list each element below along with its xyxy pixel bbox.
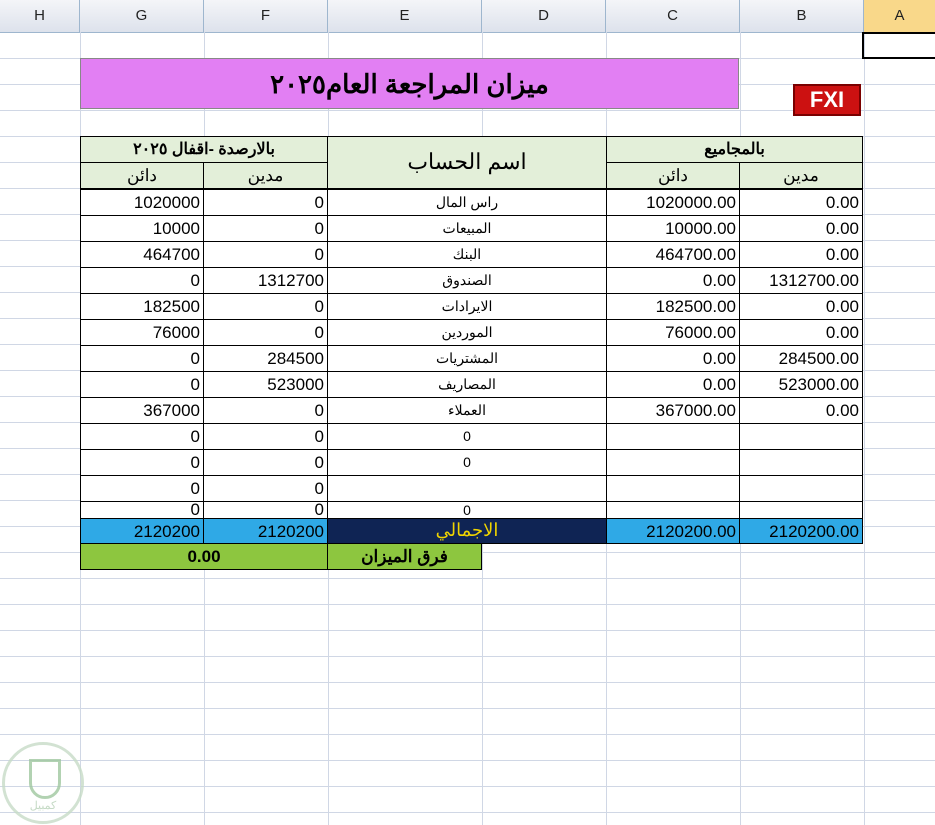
cell-totals-debit[interactable]: 0.00 (739, 215, 863, 242)
cell-balances-credit[interactable]: 1020000 (80, 189, 204, 216)
cell-balances-debit[interactable]: 0 (203, 449, 328, 476)
header-totals-debit: مدين (739, 162, 863, 189)
cell-totals-credit[interactable] (606, 423, 740, 450)
cell-balances-credit[interactable]: 0 (80, 475, 204, 502)
watermark-text: كمبيل (29, 800, 57, 812)
cell-balances-debit[interactable]: 0 (203, 501, 328, 519)
row-gridline (0, 734, 935, 735)
column-header-c[interactable]: C (606, 0, 740, 32)
total-label[interactable]: الاجمالي (327, 518, 607, 544)
total-totals-credit[interactable]: 2120200.00 (606, 518, 740, 544)
cell-account-name[interactable]: المشتريات (327, 345, 607, 372)
cell-account-name[interactable]: 0 (327, 423, 607, 450)
cell-totals-credit[interactable] (606, 449, 740, 476)
cell-account-name[interactable]: 0 (327, 501, 607, 519)
cell-balances-credit[interactable]: 0 (80, 449, 204, 476)
cell-account-name[interactable]: راس المال (327, 189, 607, 216)
cell-balances-debit[interactable]: 0 (203, 397, 328, 424)
cell-totals-debit[interactable] (739, 423, 863, 450)
cell-totals-credit[interactable]: 76000.00 (606, 319, 740, 346)
header-balances-debit: مدين (203, 162, 328, 189)
header-account-name: اسم الحساب (327, 136, 607, 189)
total-totals-debit[interactable]: 2120200.00 (739, 518, 863, 544)
cell-balances-credit[interactable]: 76000 (80, 319, 204, 346)
cell-balances-credit[interactable]: 0 (80, 345, 204, 372)
fxi-logo: FXI (793, 84, 861, 116)
cell-balances-credit[interactable]: 0 (80, 501, 204, 519)
column-header-f[interactable]: F (204, 0, 328, 32)
cell-account-name[interactable]: الموردين (327, 319, 607, 346)
total-balances-credit[interactable]: 2120200 (80, 518, 204, 544)
cell-balances-debit[interactable]: 0 (203, 241, 328, 268)
cell-balances-debit[interactable]: 0 (203, 319, 328, 346)
header-totals-group: بالمجاميع (606, 136, 863, 163)
leaf-shield-icon (29, 759, 61, 799)
cell-account-name[interactable]: العملاء (327, 397, 607, 424)
cell-balances-debit[interactable]: 0 (203, 475, 328, 502)
cell-totals-debit[interactable]: 0.00 (739, 241, 863, 268)
cell-totals-debit[interactable]: 0.00 (739, 293, 863, 320)
cell-totals-credit[interactable]: 0.00 (606, 371, 740, 398)
column-gridline (864, 32, 865, 825)
cell-totals-credit[interactable]: 464700.00 (606, 241, 740, 268)
cell-account-name[interactable] (327, 475, 607, 502)
cell-balances-credit[interactable]: 367000 (80, 397, 204, 424)
column-header-d[interactable]: D (482, 0, 606, 32)
cell-totals-debit[interactable]: 0.00 (739, 319, 863, 346)
cell-balances-credit[interactable]: 0 (80, 371, 204, 398)
row-gridline (0, 682, 935, 683)
column-header-e[interactable]: E (328, 0, 482, 32)
row-gridline (0, 604, 935, 605)
column-header-g[interactable]: G (80, 0, 204, 32)
cell-balances-debit[interactable]: 0 (203, 189, 328, 216)
cell-account-name[interactable]: المبيعات (327, 215, 607, 242)
header-balances-group: بالارصدة -اقفال ٢٠٢٥ (80, 136, 328, 163)
column-header-bar (0, 0, 935, 33)
cell-balances-credit[interactable]: 464700 (80, 241, 204, 268)
cell-totals-credit[interactable]: 0.00 (606, 345, 740, 372)
cell-totals-credit[interactable] (606, 501, 740, 519)
row-gridline (0, 708, 935, 709)
row-gridline (0, 656, 935, 657)
header-totals-credit: دائن (606, 162, 740, 189)
balance-difference-value[interactable]: 0.00 (80, 543, 328, 570)
cell-totals-credit[interactable] (606, 475, 740, 502)
cell-totals-debit[interactable]: 0.00 (739, 189, 863, 216)
sheet-title: ميزان المراجعة العام٢٠٢٥ (80, 58, 739, 109)
cell-totals-debit[interactable]: 523000.00 (739, 371, 863, 398)
cell-totals-credit[interactable]: 10000.00 (606, 215, 740, 242)
column-header-h[interactable]: H (0, 0, 80, 32)
cell-balances-debit[interactable]: 0 (203, 423, 328, 450)
cell-totals-debit[interactable]: 1312700.00 (739, 267, 863, 294)
selected-cell-a1[interactable] (862, 32, 935, 59)
cell-balances-credit[interactable]: 0 (80, 423, 204, 450)
cell-account-name[interactable]: المصاريف (327, 371, 607, 398)
cell-balances-debit[interactable]: 0 (203, 293, 328, 320)
cell-balances-debit[interactable]: 0 (203, 215, 328, 242)
cell-balances-debit[interactable]: 523000 (203, 371, 328, 398)
row-gridline (0, 786, 935, 787)
cell-totals-credit[interactable]: 1020000.00 (606, 189, 740, 216)
row-gridline (0, 812, 935, 813)
row-gridline (0, 630, 935, 631)
cell-balances-credit[interactable]: 182500 (80, 293, 204, 320)
cell-totals-debit[interactable] (739, 475, 863, 502)
cell-balances-credit[interactable]: 0 (80, 267, 204, 294)
cell-account-name[interactable]: الصندوق (327, 267, 607, 294)
cell-totals-debit[interactable]: 284500.00 (739, 345, 863, 372)
watermark-logo (2, 742, 84, 824)
header-balances-credit: دائن (80, 162, 204, 189)
cell-totals-credit[interactable]: 0.00 (606, 267, 740, 294)
cell-balances-credit[interactable]: 10000 (80, 215, 204, 242)
balance-difference-label[interactable]: فرق الميزان (327, 543, 482, 570)
row-gridline (0, 760, 935, 761)
cell-totals-credit[interactable]: 367000.00 (606, 397, 740, 424)
cell-account-name[interactable]: الايرادات (327, 293, 607, 320)
column-header-a[interactable]: A (864, 0, 935, 32)
cell-balances-debit[interactable]: 284500 (203, 345, 328, 372)
cell-totals-debit[interactable] (739, 449, 863, 476)
total-balances-debit[interactable]: 2120200 (203, 518, 328, 544)
cell-totals-debit[interactable]: 0.00 (739, 397, 863, 424)
cell-account-name[interactable]: البنك (327, 241, 607, 268)
cell-balances-debit[interactable]: 1312700 (203, 267, 328, 294)
cell-account-name[interactable]: 0 (327, 449, 607, 476)
row-gridline (0, 578, 935, 579)
cell-totals-debit[interactable] (739, 501, 863, 519)
cell-totals-credit[interactable]: 182500.00 (606, 293, 740, 320)
column-header-b[interactable]: B (740, 0, 864, 32)
